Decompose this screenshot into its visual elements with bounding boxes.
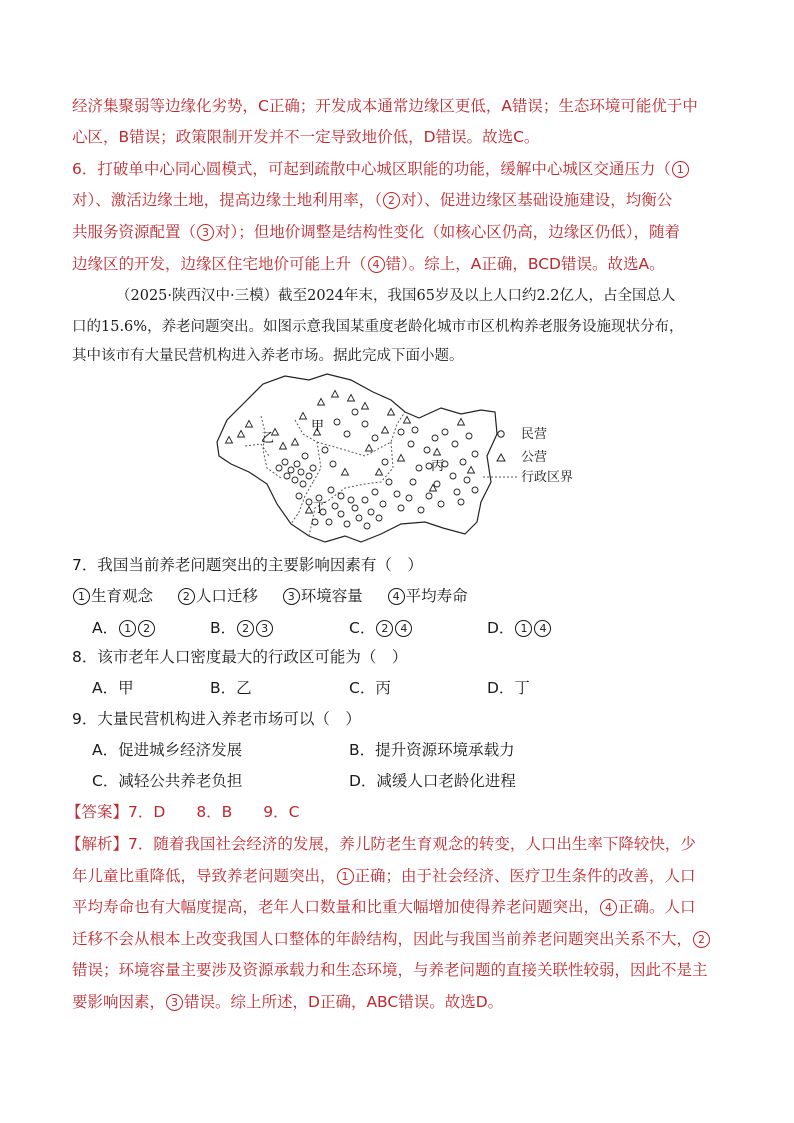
private-facility-marker bbox=[292, 477, 298, 483]
private-facility-marker bbox=[310, 465, 316, 471]
analysis-line: 错误；环境容量主要涉及资源承载力和生态环境，与养老问题的直接关联性较弱，因此不是主 bbox=[72, 961, 708, 979]
text-span: 错）。综上，A正确，BCD错误。故选A。 bbox=[385, 255, 665, 273]
analysis-line bbox=[66, 834, 696, 854]
public-facility-marker bbox=[300, 413, 307, 420]
private-facility-marker bbox=[438, 501, 444, 507]
answer-line bbox=[66, 802, 300, 822]
private-facility-marker bbox=[306, 499, 312, 505]
private-facility-marker bbox=[454, 489, 460, 495]
circled-number: 3 bbox=[283, 588, 300, 605]
public-facility-markers bbox=[226, 391, 475, 514]
public-facility-marker bbox=[226, 437, 233, 444]
public-facility-marker bbox=[280, 443, 287, 450]
private-facility-marker bbox=[362, 497, 368, 503]
text-span: 边缘区的开发，边缘区住宅地价可能上升（ bbox=[72, 255, 367, 273]
circled-number: 2 bbox=[237, 620, 254, 637]
private-facility-marker bbox=[284, 473, 290, 479]
circled-number: 4 bbox=[534, 620, 551, 637]
city-map-figure bbox=[205, 372, 605, 544]
q7-stem: 7．我国当前养老问题突出的主要影响因素有（ ） bbox=[72, 556, 423, 574]
private-facility-marker bbox=[410, 479, 416, 485]
public-facility-marker bbox=[382, 427, 389, 434]
private-facility-marker bbox=[288, 467, 294, 473]
text-span: 正确。人口 bbox=[618, 898, 696, 916]
public-facility-marker bbox=[332, 391, 339, 398]
private-facility-marker bbox=[452, 441, 458, 447]
private-facility-marker bbox=[338, 511, 344, 517]
private-facility-marker bbox=[466, 433, 472, 439]
private-facility-marker bbox=[408, 441, 414, 447]
private-facility-marker bbox=[472, 487, 478, 493]
public-facility-marker bbox=[468, 467, 475, 474]
q7-option-c[interactable]: C． 2 4 bbox=[349, 618, 413, 638]
private-facility-marker bbox=[432, 435, 438, 441]
private-facility-marker bbox=[312, 519, 318, 525]
text-span: 对）、促进边缘区基础设施建设，均衡公 bbox=[401, 191, 673, 209]
district-label-ding: 丁 bbox=[313, 501, 327, 516]
private-facility-marker bbox=[352, 409, 358, 415]
private-facility-marker bbox=[306, 473, 312, 479]
circled-number: 2 bbox=[138, 620, 155, 637]
district-label-bing: 丙 bbox=[431, 459, 445, 474]
circled-number: 1 bbox=[515, 620, 532, 637]
private-facility-marker bbox=[352, 505, 358, 511]
stem-line: （2025·陕西汉中·三模）截至2024年末，我国65岁及以上人口约2.2亿人，占全国总人 bbox=[116, 288, 676, 304]
q7-items bbox=[72, 586, 468, 606]
private-facility-marker bbox=[382, 459, 388, 465]
q7-item: 生育观念 bbox=[91, 587, 154, 605]
private-facility-marker bbox=[398, 429, 404, 435]
private-facility-marker bbox=[348, 497, 354, 503]
analysis-line bbox=[72, 897, 696, 917]
circled-number: 1 bbox=[119, 620, 136, 637]
q6-analysis-line bbox=[72, 190, 672, 210]
circled-number: 2 bbox=[693, 931, 710, 948]
private-facility-marker bbox=[406, 495, 412, 501]
private-facility-marker bbox=[338, 493, 344, 499]
private-facility-marker bbox=[372, 435, 378, 441]
q9-stem: 9．大量民营机构进入养老市场可以（ ） bbox=[72, 710, 361, 728]
boundary-line bbox=[317, 412, 405, 456]
private-facility-marker bbox=[364, 523, 370, 529]
q6-analysis-line bbox=[72, 159, 690, 179]
private-facility-marker bbox=[434, 481, 440, 487]
private-facility-marker bbox=[298, 469, 304, 475]
circled-number: 1 bbox=[337, 868, 354, 885]
q7-option-a[interactable]: A． 1 2 bbox=[92, 618, 156, 638]
legend-public-label: 公营 bbox=[521, 450, 548, 465]
private-facility-marker bbox=[464, 477, 470, 483]
boundary-line bbox=[261, 416, 281, 478]
stem-line: 口的15.6%，养老问题突出。如图示意我国某重度老龄化城市市区机构养老服务设施现状分布， bbox=[72, 319, 684, 335]
q8-stem: 8．该市老年人口密度最大的行政区可能为（ ） bbox=[72, 648, 408, 666]
q9-option-d[interactable]: D．减缓人口老龄化进程 bbox=[349, 772, 516, 790]
public-facility-marker bbox=[430, 485, 437, 492]
legend-boundary-label: 行政区界 bbox=[521, 470, 574, 485]
private-facility-marker bbox=[416, 465, 422, 471]
text-span: 6．打破单中心同心圆模式，可起到疏散中心城区职能的功能，缓解中心城区交通压力（ bbox=[72, 160, 671, 178]
public-facility-marker bbox=[318, 399, 325, 406]
q7-option-d[interactable]: D． 1 4 bbox=[487, 618, 552, 638]
text-span: 要影响因素， bbox=[72, 993, 166, 1011]
private-facility-marker bbox=[344, 431, 350, 437]
text-span: 错误。综上所述，D正确，ABC错误。故选D。 bbox=[184, 993, 504, 1011]
q6-analysis-line bbox=[72, 222, 680, 242]
circled-number: 1 bbox=[672, 161, 689, 178]
q7-item: 人口迁移 bbox=[195, 587, 258, 605]
text-span: 对）；但地价调整是结构性变化（如核心区仍高，边缘区仍低），随着 bbox=[215, 223, 681, 241]
prev-analysis-line: 经济集聚弱等边缘化劣势，C正确；开发成本通常边缘区更低，A错误；生态环境可能优于中 bbox=[72, 97, 698, 115]
public-facility-marker bbox=[238, 431, 245, 438]
circled-number: 2 bbox=[178, 588, 195, 605]
public-facility-marker bbox=[306, 507, 313, 514]
q6-analysis-line bbox=[72, 254, 665, 274]
legend-private-symbol bbox=[498, 431, 504, 437]
q9-option-b[interactable]: B．提升资源环境承载力 bbox=[349, 741, 515, 759]
text-span: 平均寿命也有大幅度提高，老年人口数量和比重大幅增加使得养老问题突出， bbox=[72, 898, 600, 916]
private-facility-marker bbox=[412, 427, 418, 433]
answer-text: 7．D 8．B 9．C bbox=[128, 803, 300, 821]
answer-tag: 【答案】 bbox=[66, 803, 129, 821]
public-facility-marker bbox=[434, 449, 441, 456]
private-facility-marker bbox=[458, 499, 464, 505]
text-span: 正确；由于社会经济、医疗卫生条件的改善，人口 bbox=[354, 867, 696, 885]
private-facility-marker bbox=[296, 493, 302, 499]
text-span: 共服务资源配置（ bbox=[72, 223, 197, 241]
public-facility-marker bbox=[292, 439, 299, 446]
boundary-line bbox=[291, 482, 313, 524]
public-facility-marker bbox=[404, 417, 411, 424]
private-facility-marker bbox=[294, 461, 300, 467]
circled-number: 3 bbox=[197, 224, 214, 241]
circled-number: 4 bbox=[388, 588, 405, 605]
circled-number: 3 bbox=[256, 620, 273, 637]
private-facility-marker bbox=[334, 419, 340, 425]
private-facility-marker bbox=[328, 487, 334, 493]
legend-private-label: 民营 bbox=[521, 427, 548, 442]
circled-number: 2 bbox=[376, 620, 393, 637]
public-facility-marker bbox=[342, 469, 349, 476]
private-facility-marker bbox=[344, 521, 350, 527]
private-facility-marker bbox=[472, 451, 478, 457]
private-facility-marker bbox=[326, 519, 332, 525]
private-facility-marker bbox=[460, 459, 466, 465]
q9-option-c[interactable]: C．减轻公共养老负担 bbox=[92, 772, 243, 790]
private-facility-marker bbox=[442, 429, 448, 435]
private-facility-marker bbox=[424, 447, 430, 453]
private-facility-marker bbox=[426, 493, 432, 499]
q8-option-a[interactable]: A．甲 bbox=[92, 679, 134, 697]
private-facility-marker bbox=[330, 461, 336, 467]
private-facility-marker bbox=[322, 447, 328, 453]
text-span: 迁移不会从根本上改变我国人口整体的年龄结构，因此与我国当前养老问题突出关系不大， bbox=[72, 930, 693, 948]
circled-number: 1 bbox=[73, 588, 90, 605]
circled-number: 4 bbox=[395, 620, 412, 637]
public-facility-marker bbox=[366, 445, 373, 452]
analysis-line bbox=[72, 929, 711, 949]
public-facility-marker bbox=[458, 419, 465, 426]
private-facility-marker bbox=[398, 505, 404, 511]
public-facility-marker bbox=[348, 395, 355, 402]
circled-number: 4 bbox=[368, 256, 385, 273]
private-facility-marker bbox=[418, 507, 424, 513]
q8-option-d[interactable]: D．丁 bbox=[487, 679, 530, 697]
private-facility-marker bbox=[372, 489, 378, 495]
private-facility-marker bbox=[356, 515, 362, 521]
text-span: 7．随着我国社会经济的发展，养儿防老生育观念的转变，人口出生率下降较快，少 bbox=[128, 835, 696, 853]
private-facility-marker bbox=[332, 503, 338, 509]
public-facility-marker bbox=[398, 455, 405, 462]
private-facility-marker bbox=[362, 421, 368, 427]
private-facility-marker bbox=[386, 479, 392, 485]
q9-option-a[interactable]: A．促进城乡经济发展 bbox=[92, 741, 243, 759]
analysis-line bbox=[72, 992, 503, 1012]
public-facility-marker bbox=[376, 469, 383, 476]
district-label-yi: 乙 bbox=[261, 431, 275, 446]
text-span: 对）、激活边缘土地，提高边缘土地利用率，（ bbox=[72, 191, 383, 209]
private-facility-marker bbox=[300, 481, 306, 487]
public-facility-marker bbox=[388, 409, 395, 416]
q8-option-c[interactable]: C．丙 bbox=[349, 679, 391, 697]
text-span: 年儿童比重降低，导致养老问题突出， bbox=[72, 867, 336, 885]
boundary-line bbox=[309, 442, 393, 536]
prev-analysis-line: 心区，B错误；政策限制开发并不一定导致地价低，D错误。故选C。 bbox=[72, 128, 540, 146]
stem-line: 其中该市有大量民营机构进入养老市场。据此完成下面小题。 bbox=[72, 348, 464, 364]
city-outline bbox=[217, 374, 497, 542]
public-facility-marker bbox=[362, 403, 369, 410]
district-label-jia: 甲 bbox=[311, 419, 325, 434]
public-facility-marker bbox=[246, 421, 253, 428]
private-facility-marker bbox=[380, 501, 386, 507]
private-facility-marker bbox=[368, 509, 374, 515]
private-facility-marker bbox=[394, 491, 400, 497]
private-facility-marker bbox=[276, 465, 282, 471]
circled-number: 2 bbox=[383, 192, 400, 209]
q7-option-b[interactable]: B． 2 3 bbox=[210, 618, 274, 638]
analysis-tag: 【解析】 bbox=[66, 835, 129, 853]
legend-public-symbol bbox=[497, 454, 505, 461]
q7-item: 环境容量 bbox=[300, 587, 363, 605]
q7-item: 平均寿命 bbox=[405, 587, 468, 605]
private-facility-marker bbox=[282, 459, 288, 465]
circled-number: 3 bbox=[166, 994, 183, 1011]
private-facility-marker bbox=[376, 515, 382, 521]
analysis-line bbox=[72, 866, 696, 886]
private-facility-marker bbox=[450, 473, 456, 479]
circled-number: 4 bbox=[600, 899, 617, 916]
private-facility-marker bbox=[302, 453, 308, 459]
q8-option-b[interactable]: B．乙 bbox=[210, 679, 252, 697]
